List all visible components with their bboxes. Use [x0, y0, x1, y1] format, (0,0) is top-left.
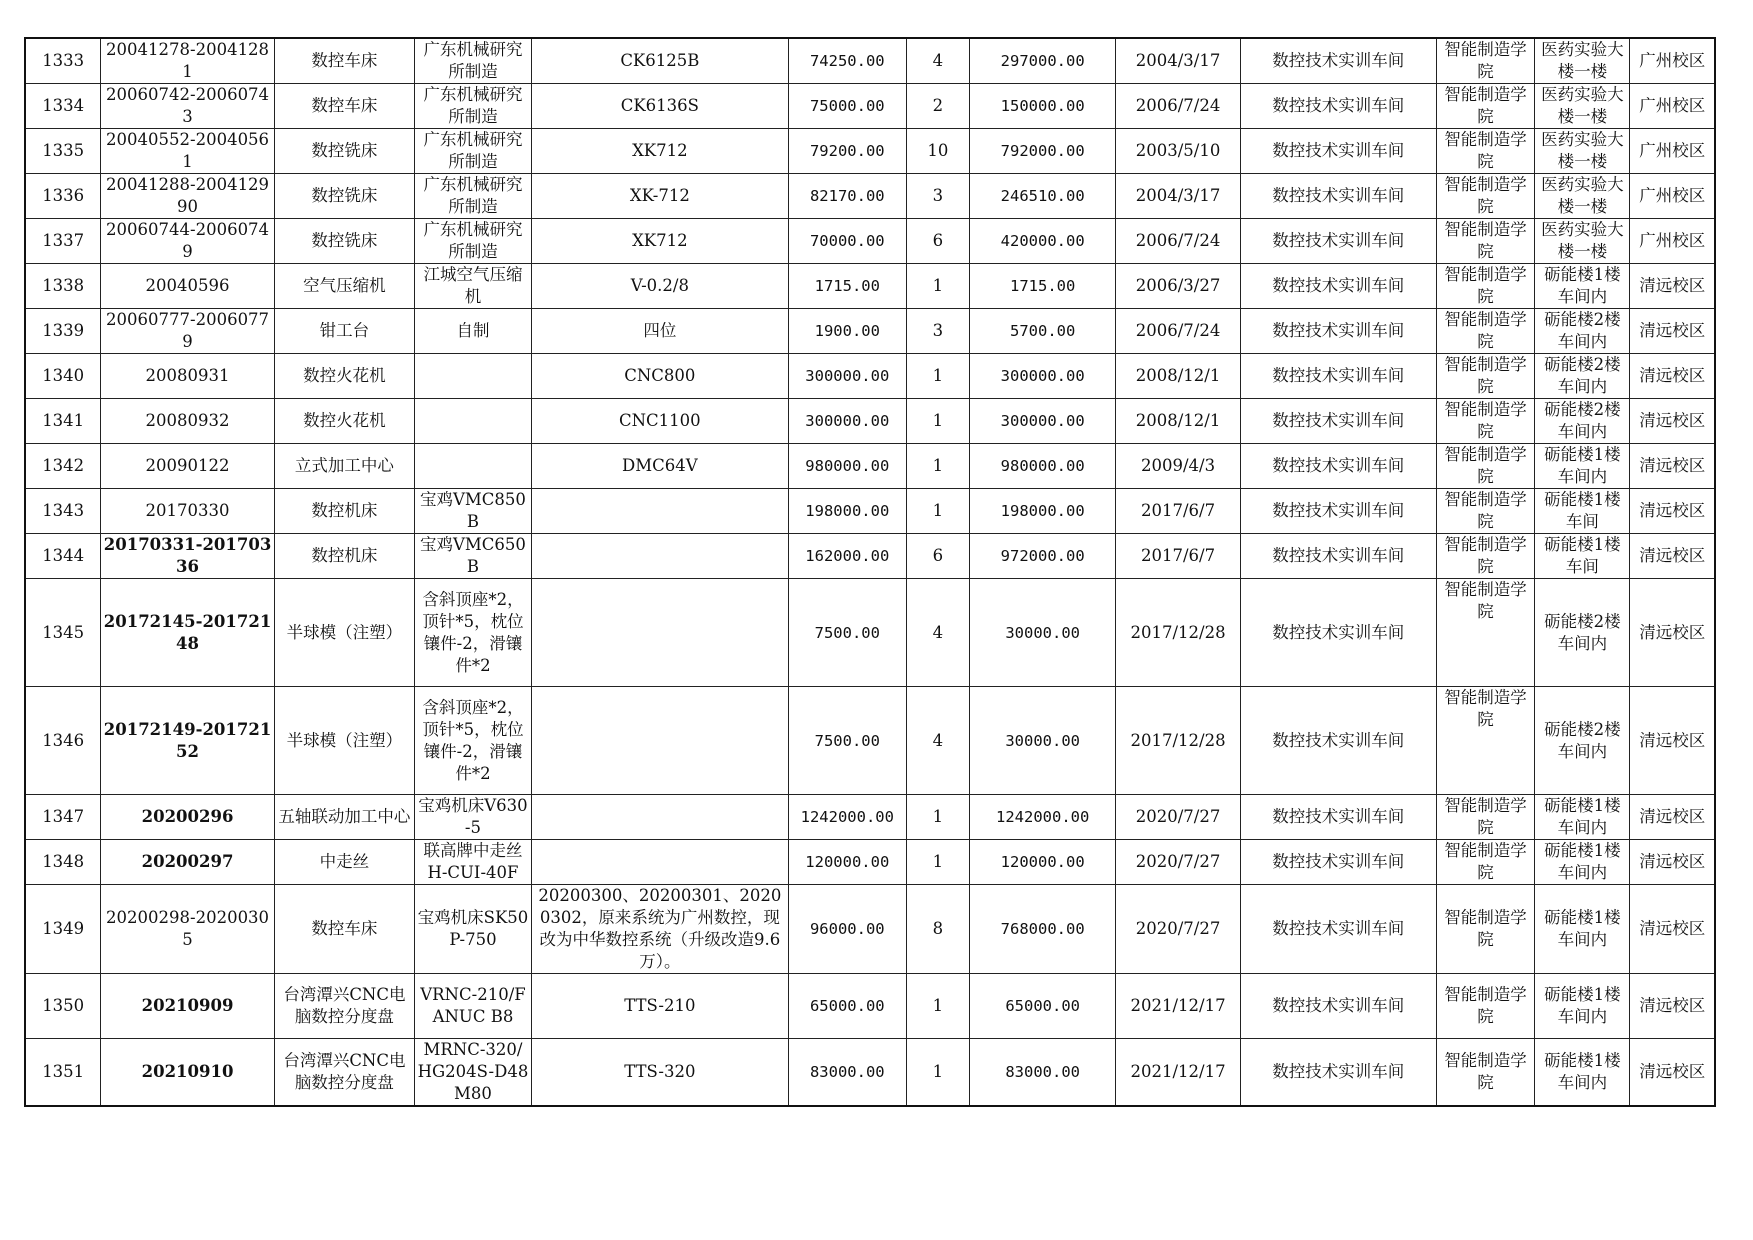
- total-cell: 300000.00: [970, 354, 1116, 399]
- use-dept-cell: 数控技术实训车间: [1240, 885, 1436, 974]
- maker-cell: [415, 354, 532, 399]
- date-cell: 2006/3/27: [1116, 264, 1241, 309]
- date-cell: 2006/7/24: [1116, 309, 1241, 354]
- model-cell: CNC800: [531, 354, 788, 399]
- total-cell: 120000.00: [970, 840, 1116, 885]
- maker-cell: MRNC-320/HG204S-D48 M80: [415, 1039, 532, 1107]
- total-cell: 420000.00: [970, 219, 1116, 264]
- asset-no-cell: 20200298-20200305: [101, 885, 274, 974]
- use-dept-cell: 数控技术实训车间: [1240, 974, 1436, 1039]
- qty-cell: 1: [906, 974, 969, 1039]
- college-cell: 智能制造学院: [1436, 84, 1535, 129]
- table-row: [25, 399, 1715, 444]
- date-cell: 2021/12/17: [1116, 974, 1241, 1039]
- qty-cell: 3: [906, 174, 969, 219]
- total-cell: 150000.00: [970, 84, 1116, 129]
- college-cell: 智能制造学院: [1436, 795, 1535, 840]
- qty-cell: 1: [906, 264, 969, 309]
- college-cell: 智能制造学院: [1436, 1039, 1535, 1107]
- college-cell: 智能制造学院: [1436, 354, 1535, 399]
- location-cell: 砺能楼1楼车间内: [1535, 885, 1630, 974]
- use-dept-cell: 数控技术实训车间: [1240, 264, 1436, 309]
- model-cell: [531, 795, 788, 840]
- seq-cell: 1349: [25, 885, 101, 974]
- college-cell: 智能制造学院: [1436, 534, 1535, 579]
- unit-price-cell: 300000.00: [788, 399, 906, 444]
- seq-cell: 1345: [25, 579, 101, 687]
- campus-cell: 清远校区: [1630, 444, 1715, 489]
- campus-cell: 广州校区: [1630, 38, 1715, 84]
- college-cell: 智能制造学院: [1436, 174, 1535, 219]
- campus-cell: 清远校区: [1630, 974, 1715, 1039]
- campus-cell: 广州校区: [1630, 219, 1715, 264]
- total-cell: 83000.00: [970, 1039, 1116, 1107]
- unit-price-cell: 83000.00: [788, 1039, 906, 1107]
- table-row: [25, 1039, 1715, 1107]
- qty-cell: 4: [906, 579, 969, 687]
- date-cell: 2021/12/17: [1116, 1039, 1241, 1107]
- unit-price-cell: 7500.00: [788, 579, 906, 687]
- model-cell: XK712: [531, 129, 788, 174]
- seq-cell: 1334: [25, 84, 101, 129]
- location-cell: 医药实验大楼一楼: [1535, 174, 1630, 219]
- college-cell: 智能制造学院: [1436, 264, 1535, 309]
- maker-cell: 宝鸡VMC850B: [415, 489, 532, 534]
- college-cell: 智能制造学院: [1436, 489, 1535, 534]
- table-row: [25, 219, 1715, 264]
- qty-cell: 1: [906, 1039, 969, 1107]
- name-cell: 数控车床: [274, 885, 414, 974]
- name-cell: 台湾潭兴CNC电脑数控分度盘: [274, 974, 414, 1039]
- seq-cell: 1347: [25, 795, 101, 840]
- asset-no-cell: 20200296: [101, 795, 274, 840]
- location-cell: 砺能楼1楼车间内: [1535, 264, 1630, 309]
- total-cell: 65000.00: [970, 974, 1116, 1039]
- name-cell: 台湾潭兴CNC电脑数控分度盘: [274, 1039, 414, 1107]
- maker-cell: 含斜顶座*2，顶针*5，枕位镶件-2，滑镶件*2: [415, 579, 532, 687]
- maker-cell: 广东机械研究所制造: [415, 38, 532, 84]
- use-dept-cell: 数控技术实训车间: [1240, 687, 1436, 795]
- seq-cell: 1342: [25, 444, 101, 489]
- total-cell: 246510.00: [970, 174, 1116, 219]
- table-row: [25, 974, 1715, 1039]
- qty-cell: 6: [906, 534, 969, 579]
- unit-price-cell: 198000.00: [788, 489, 906, 534]
- table-row: [25, 579, 1715, 687]
- campus-cell: 广州校区: [1630, 174, 1715, 219]
- model-cell: [531, 489, 788, 534]
- name-cell: 数控火花机: [274, 399, 414, 444]
- model-cell: [531, 687, 788, 795]
- asset-no-cell: 20210909: [101, 974, 274, 1039]
- asset-no-cell: 20080931: [101, 354, 274, 399]
- table-row: [25, 354, 1715, 399]
- asset-no-cell: 20041278-20041281: [101, 38, 274, 84]
- table-row: [25, 885, 1715, 974]
- total-cell: 1715.00: [970, 264, 1116, 309]
- campus-cell: 清远校区: [1630, 579, 1715, 687]
- total-cell: 300000.00: [970, 399, 1116, 444]
- qty-cell: 1: [906, 444, 969, 489]
- asset-no-cell: 20172149-20172152: [101, 687, 274, 795]
- location-cell: 砺能楼2楼车间内: [1535, 687, 1630, 795]
- seq-cell: 1339: [25, 309, 101, 354]
- asset-no-cell: 20060744-20060749: [101, 219, 274, 264]
- table-row: [25, 687, 1715, 795]
- location-cell: 砺能楼2楼车间内: [1535, 579, 1630, 687]
- name-cell: 半球模（注塑）: [274, 579, 414, 687]
- college-cell: 智能制造学院: [1436, 885, 1535, 974]
- model-cell: 四位: [531, 309, 788, 354]
- unit-price-cell: 300000.00: [788, 354, 906, 399]
- model-cell: CNC1100: [531, 399, 788, 444]
- location-cell: 医药实验大楼一楼: [1535, 219, 1630, 264]
- asset-no-cell: 20172145-20172148: [101, 579, 274, 687]
- total-cell: 792000.00: [970, 129, 1116, 174]
- table-row: [25, 795, 1715, 840]
- unit-price-cell: 1715.00: [788, 264, 906, 309]
- use-dept-cell: 数控技术实训车间: [1240, 219, 1436, 264]
- location-cell: 砺能楼2楼车间内: [1535, 354, 1630, 399]
- location-cell: 砺能楼1楼车间内: [1535, 1039, 1630, 1107]
- qty-cell: 4: [906, 38, 969, 84]
- date-cell: 2003/5/10: [1116, 129, 1241, 174]
- date-cell: 2008/12/1: [1116, 354, 1241, 399]
- asset-no-cell: 20170330: [101, 489, 274, 534]
- model-cell: XK-712: [531, 174, 788, 219]
- maker-cell: 广东机械研究所制造: [415, 129, 532, 174]
- date-cell: 2006/7/24: [1116, 219, 1241, 264]
- table-row: [25, 489, 1715, 534]
- qty-cell: 1: [906, 489, 969, 534]
- total-cell: 972000.00: [970, 534, 1116, 579]
- campus-cell: 清远校区: [1630, 399, 1715, 444]
- location-cell: 砺能楼2楼车间内: [1535, 399, 1630, 444]
- use-dept-cell: 数控技术实训车间: [1240, 174, 1436, 219]
- maker-cell: 宝鸡机床V630-5: [415, 795, 532, 840]
- unit-price-cell: 1242000.00: [788, 795, 906, 840]
- table-row: [25, 38, 1715, 84]
- maker-cell: 联高牌中走丝H-CUI-40F: [415, 840, 532, 885]
- table-row: [25, 534, 1715, 579]
- qty-cell: 1: [906, 840, 969, 885]
- name-cell: 数控铣床: [274, 174, 414, 219]
- maker-cell: [415, 444, 532, 489]
- college-cell: 智能制造学院: [1436, 687, 1535, 795]
- seq-cell: 1341: [25, 399, 101, 444]
- campus-cell: 清远校区: [1630, 534, 1715, 579]
- maker-cell: 含斜顶座*2，顶针*5，枕位镶件-2，滑镶件*2: [415, 687, 532, 795]
- maker-cell: [415, 399, 532, 444]
- name-cell: 立式加工中心: [274, 444, 414, 489]
- seq-cell: 1337: [25, 219, 101, 264]
- unit-price-cell: 120000.00: [788, 840, 906, 885]
- name-cell: 数控车床: [274, 38, 414, 84]
- date-cell: 2017/6/7: [1116, 534, 1241, 579]
- qty-cell: 1: [906, 399, 969, 444]
- college-cell: 智能制造学院: [1436, 219, 1535, 264]
- unit-price-cell: 980000.00: [788, 444, 906, 489]
- college-cell: 智能制造学院: [1436, 38, 1535, 84]
- name-cell: 空气压缩机: [274, 264, 414, 309]
- table-row: [25, 444, 1715, 489]
- seq-cell: 1344: [25, 534, 101, 579]
- name-cell: 五轴联动加工中心: [274, 795, 414, 840]
- table-row: [25, 309, 1715, 354]
- seq-cell: 1333: [25, 38, 101, 84]
- unit-price-cell: 7500.00: [788, 687, 906, 795]
- campus-cell: 清远校区: [1630, 309, 1715, 354]
- qty-cell: 1: [906, 795, 969, 840]
- name-cell: 数控机床: [274, 489, 414, 534]
- use-dept-cell: 数控技术实训车间: [1240, 840, 1436, 885]
- use-dept-cell: 数控技术实训车间: [1240, 38, 1436, 84]
- qty-cell: 6: [906, 219, 969, 264]
- college-cell: 智能制造学院: [1436, 840, 1535, 885]
- total-cell: 30000.00: [970, 687, 1116, 795]
- use-dept-cell: 数控技术实训车间: [1240, 84, 1436, 129]
- location-cell: 医药实验大楼一楼: [1535, 129, 1630, 174]
- campus-cell: 广州校区: [1630, 129, 1715, 174]
- seq-cell: 1343: [25, 489, 101, 534]
- seq-cell: 1348: [25, 840, 101, 885]
- unit-price-cell: 96000.00: [788, 885, 906, 974]
- campus-cell: 清远校区: [1630, 795, 1715, 840]
- maker-cell: 广东机械研究所制造: [415, 174, 532, 219]
- college-cell: 智能制造学院: [1436, 399, 1535, 444]
- asset-table: [24, 37, 1716, 1107]
- qty-cell: 4: [906, 687, 969, 795]
- location-cell: 砺能楼1楼车间内: [1535, 840, 1630, 885]
- date-cell: 2004/3/17: [1116, 38, 1241, 84]
- campus-cell: 清远校区: [1630, 264, 1715, 309]
- asset-no-cell: 20041288-200412990: [101, 174, 274, 219]
- model-cell: TTS-320: [531, 1039, 788, 1107]
- date-cell: 2017/12/28: [1116, 579, 1241, 687]
- total-cell: 297000.00: [970, 38, 1116, 84]
- asset-no-cell: 20210910: [101, 1039, 274, 1107]
- model-cell: CK6136S: [531, 84, 788, 129]
- model-cell: XK712: [531, 219, 788, 264]
- qty-cell: 3: [906, 309, 969, 354]
- maker-cell: 江城空气压缩机: [415, 264, 532, 309]
- use-dept-cell: 数控技术实训车间: [1240, 1039, 1436, 1107]
- seq-cell: 1338: [25, 264, 101, 309]
- maker-cell: 自制: [415, 309, 532, 354]
- use-dept-cell: 数控技术实训车间: [1240, 399, 1436, 444]
- date-cell: 2008/12/1: [1116, 399, 1241, 444]
- campus-cell: 清远校区: [1630, 1039, 1715, 1107]
- asset-no-cell: 20040552-20040561: [101, 129, 274, 174]
- location-cell: 砺能楼1楼车间: [1535, 489, 1630, 534]
- total-cell: 30000.00: [970, 579, 1116, 687]
- asset-no-cell: 20040596: [101, 264, 274, 309]
- total-cell: 198000.00: [970, 489, 1116, 534]
- seq-cell: 1350: [25, 974, 101, 1039]
- qty-cell: 2: [906, 84, 969, 129]
- asset-no-cell: 20060777-20060779: [101, 309, 274, 354]
- asset-no-cell: 20090122: [101, 444, 274, 489]
- total-cell: 1242000.00: [970, 795, 1116, 840]
- campus-cell: 清远校区: [1630, 687, 1715, 795]
- use-dept-cell: 数控技术实训车间: [1240, 444, 1436, 489]
- name-cell: 数控铣床: [274, 219, 414, 264]
- use-dept-cell: 数控技术实训车间: [1240, 354, 1436, 399]
- college-cell: 智能制造学院: [1436, 444, 1535, 489]
- model-cell: TTS-210: [531, 974, 788, 1039]
- unit-price-cell: 74250.00: [788, 38, 906, 84]
- unit-price-cell: 75000.00: [788, 84, 906, 129]
- college-cell: 智能制造学院: [1436, 309, 1535, 354]
- unit-price-cell: 82170.00: [788, 174, 906, 219]
- total-cell: 980000.00: [970, 444, 1116, 489]
- use-dept-cell: 数控技术实训车间: [1240, 795, 1436, 840]
- asset-no-cell: 20170331-20170336: [101, 534, 274, 579]
- maker-cell: VRNC-210/FANUC B8: [415, 974, 532, 1039]
- date-cell: 2017/12/28: [1116, 687, 1241, 795]
- total-cell: 5700.00: [970, 309, 1116, 354]
- maker-cell: 广东机械研究所制造: [415, 84, 532, 129]
- location-cell: 医药实验大楼一楼: [1535, 38, 1630, 84]
- date-cell: 2020/7/27: [1116, 885, 1241, 974]
- total-cell: 768000.00: [970, 885, 1116, 974]
- unit-price-cell: 70000.00: [788, 219, 906, 264]
- name-cell: 钳工台: [274, 309, 414, 354]
- table-row: [25, 84, 1715, 129]
- asset-no-cell: 20060742-20060743: [101, 84, 274, 129]
- date-cell: 2006/7/24: [1116, 84, 1241, 129]
- college-cell: 智能制造学院: [1436, 579, 1535, 687]
- use-dept-cell: 数控技术实训车间: [1240, 129, 1436, 174]
- unit-price-cell: 162000.00: [788, 534, 906, 579]
- table-row: [25, 174, 1715, 219]
- name-cell: 数控机床: [274, 534, 414, 579]
- table-row: [25, 264, 1715, 309]
- location-cell: 砺能楼1楼车间内: [1535, 795, 1630, 840]
- unit-price-cell: 79200.00: [788, 129, 906, 174]
- use-dept-cell: 数控技术实训车间: [1240, 534, 1436, 579]
- college-cell: 智能制造学院: [1436, 974, 1535, 1039]
- location-cell: 砺能楼1楼车间内: [1535, 444, 1630, 489]
- qty-cell: 8: [906, 885, 969, 974]
- date-cell: 2004/3/17: [1116, 174, 1241, 219]
- date-cell: 2017/6/7: [1116, 489, 1241, 534]
- location-cell: 医药实验大楼一楼: [1535, 84, 1630, 129]
- name-cell: 半球模（注塑）: [274, 687, 414, 795]
- unit-price-cell: 1900.00: [788, 309, 906, 354]
- college-cell: 智能制造学院: [1436, 129, 1535, 174]
- date-cell: 2020/7/27: [1116, 840, 1241, 885]
- campus-cell: 清远校区: [1630, 840, 1715, 885]
- qty-cell: 1: [906, 354, 969, 399]
- name-cell: 数控火花机: [274, 354, 414, 399]
- seq-cell: 1336: [25, 174, 101, 219]
- maker-cell: 宝鸡机床SK50P-750: [415, 885, 532, 974]
- campus-cell: 清远校区: [1630, 489, 1715, 534]
- unit-price-cell: 65000.00: [788, 974, 906, 1039]
- asset-no-cell: 20080932: [101, 399, 274, 444]
- use-dept-cell: 数控技术实训车间: [1240, 489, 1436, 534]
- model-cell: [531, 579, 788, 687]
- location-cell: 砺能楼1楼车间: [1535, 534, 1630, 579]
- date-cell: 2009/4/3: [1116, 444, 1241, 489]
- seq-cell: 1346: [25, 687, 101, 795]
- name-cell: 中走丝: [274, 840, 414, 885]
- table-row: [25, 840, 1715, 885]
- campus-cell: 广州校区: [1630, 84, 1715, 129]
- name-cell: 数控车床: [274, 84, 414, 129]
- seq-cell: 1335: [25, 129, 101, 174]
- model-cell: DMC64V: [531, 444, 788, 489]
- name-cell: 数控铣床: [274, 129, 414, 174]
- use-dept-cell: 数控技术实训车间: [1240, 309, 1436, 354]
- table-row: [25, 129, 1715, 174]
- maker-cell: 广东机械研究所制造: [415, 219, 532, 264]
- qty-cell: 10: [906, 129, 969, 174]
- location-cell: 砺能楼2楼车间内: [1535, 309, 1630, 354]
- seq-cell: 1351: [25, 1039, 101, 1107]
- location-cell: 砺能楼1楼车间内: [1535, 974, 1630, 1039]
- model-cell: [531, 840, 788, 885]
- model-cell: 20200300、20200301、20200302，原来系统为广州数控，现改为中华数控系统（升级改造9.6万）。: [531, 885, 788, 974]
- asset-no-cell: 20200297: [101, 840, 274, 885]
- campus-cell: 清远校区: [1630, 354, 1715, 399]
- model-cell: [531, 534, 788, 579]
- use-dept-cell: 数控技术实训车间: [1240, 579, 1436, 687]
- model-cell: CK6125B: [531, 38, 788, 84]
- seq-cell: 1340: [25, 354, 101, 399]
- campus-cell: 清远校区: [1630, 885, 1715, 974]
- date-cell: 2020/7/27: [1116, 795, 1241, 840]
- maker-cell: 宝鸡VMC650B: [415, 534, 532, 579]
- model-cell: V-0.2/8: [531, 264, 788, 309]
